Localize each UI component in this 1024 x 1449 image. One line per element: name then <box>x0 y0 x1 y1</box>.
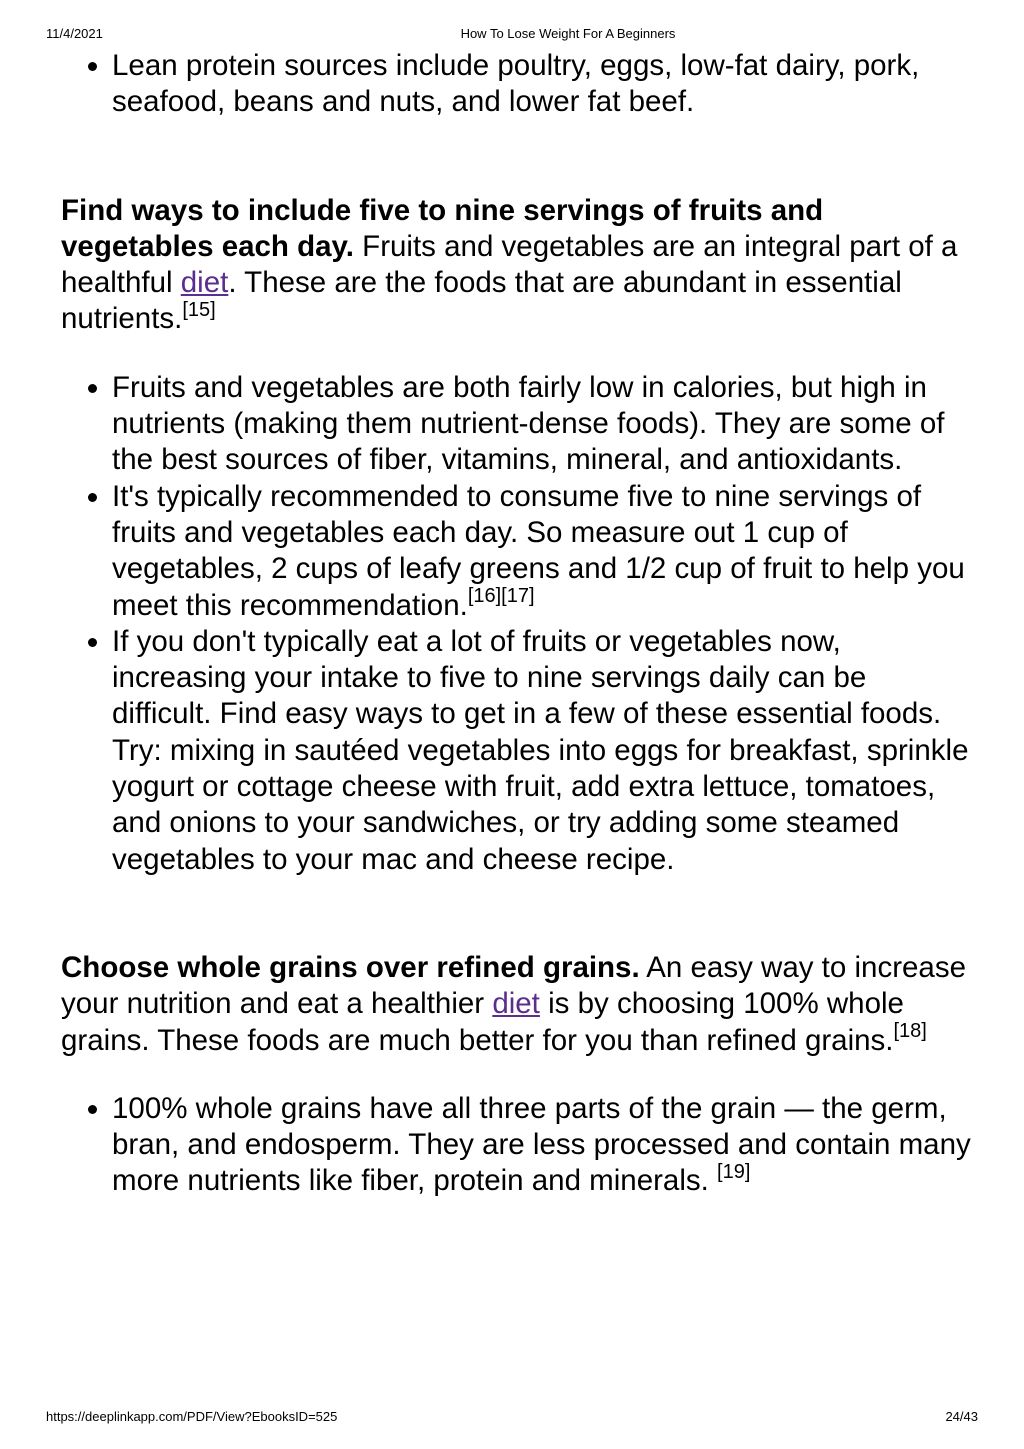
fruits-vegetables-bullet-list <box>61 370 971 878</box>
list-item <box>112 1091 971 1200</box>
paragraph-text: An easy way to increase your nutrition and eat a healthier <box>61 950 966 1021</box>
diet-link[interactable]: diet <box>492 987 540 1021</box>
citation: [15] <box>182 298 216 321</box>
header-date: 11/4/2021 <box>46 26 103 41</box>
section-heading: Find ways to include five to nine servings of fruits and vegetables each day. <box>61 193 824 263</box>
diet-link[interactable]: diet <box>180 266 229 300</box>
footer-page-number: 24/43 <box>945 1409 978 1424</box>
citation: [16][17] <box>467 584 535 607</box>
whole-grains-bullet-list <box>61 1091 971 1200</box>
article-body <box>61 48 971 1200</box>
list-item-text: It's typically recommended to consume five to nine servings of fruits and vegetables each day. So measure out 1 cup of vegetables, 2 cups of leafy greens and 1/2 cup of fruit to help you meet this recommendation. <box>112 479 965 622</box>
header-title: How To Lose Weight For A Beginners <box>460 26 676 41</box>
section-fruits-vegetables-paragraph <box>61 193 971 338</box>
section-whole-grains-paragraph <box>61 950 971 1059</box>
list-item <box>112 624 971 878</box>
paragraph-text: . These are the foods that are abundant in essential nutrients. <box>61 266 902 336</box>
citation: [18] <box>893 1019 927 1042</box>
list-item <box>112 370 971 479</box>
paragraph-text: Fruits and vegetables are an integral part of a healthful <box>61 229 958 300</box>
citation: [19] <box>717 1160 751 1183</box>
list-item <box>112 48 971 121</box>
paragraph-text: is by choosing 100% whole grains. These foods are much better for you than refined grains. <box>61 987 904 1057</box>
list-item-text: Lean protein sources include poultry, eggs, low-fat dairy, pork, seafood, beans and nuts, and lower fat beef. <box>112 49 920 119</box>
top-bullet-list <box>61 48 971 121</box>
list-item <box>112 479 971 624</box>
list-item-text: If you don't typically eat a lot of fruits or vegetables now, increasing your intake to five to nine servings daily can be difficult. Find easy ways to get in a few of these essential foods. Try: mixing in sautéed vegetables into eggs for breakfast, sprinkle yogurt or cottage cheese with fruit, add extra lettuce, tomatoes, and onions to your sandwiches, or try adding some steamed vegetables to your mac and cheese recipe. <box>112 624 969 876</box>
footer-url: https://deeplinkapp.com/PDF/View?EbooksID=525 <box>46 1409 338 1424</box>
list-item-text: Fruits and vegetables are both fairly low in calories, but high in nutrients (making them nutrient-dense foods). They are some of the best sources of fiber, vitamins, mineral, and antioxidants. <box>112 370 945 477</box>
section-heading: Choose whole grains over refined grains. <box>61 950 640 984</box>
list-item-text: 100% whole grains have all three parts of the grain — the germ, bran, and endosperm. They are less processed and contain many more nutrients like fiber, protein and minerals. <box>112 1091 971 1198</box>
